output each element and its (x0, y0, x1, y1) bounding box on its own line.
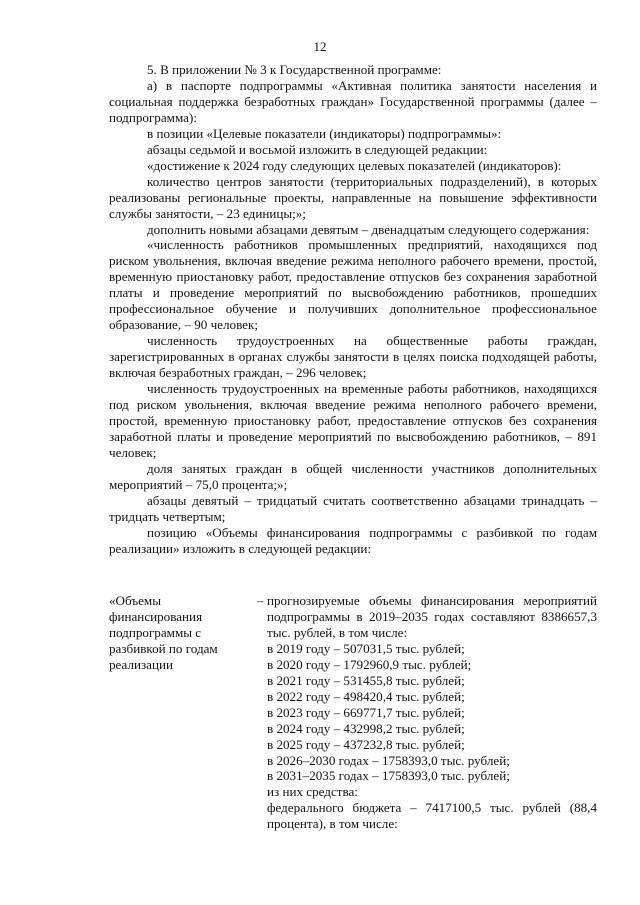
paragraph: абзацы девятый – тридцатый считать соответственно абзацами тринадцать – тридцать четвертым; (109, 492, 597, 524)
document-body (109, 62, 597, 557)
page-number: 12 (313, 39, 327, 54)
paragraph: а) в паспорте подпрограммы «Активная политика занятости населения и социальная поддержка безработных граждан» Государственной программы (далее – подпрограмма): (109, 77, 597, 125)
paragraph: абзацы седьмой и восьмой изложить в следующей редакции: (147, 141, 488, 157)
paragraph: доля занятых граждан в общей численности участников дополнительных мероприятий – 75,0 процента;»; (109, 460, 597, 492)
year-line: в 2019 году – 507031,5 тыс. рублей; (267, 640, 465, 656)
table-right-cell (267, 593, 597, 832)
year-line: в 2021 году – 531455,8 тыс. рублей; (267, 672, 465, 688)
year-line: в 2031–2035 годах – 1758393,0 тыс. рублей; (267, 768, 510, 784)
year-line: в 2025 году – 437232,8 тыс. рублей; (267, 736, 465, 752)
year-line: в 2024 году – 432998,2 тыс. рублей; (267, 720, 465, 736)
paragraph: численность трудоустроенных на общественные работы граждан, зарегистрированных в органах службы занятости в целях поиска подходящей работы, включая безработных граждан, – 296 человек; (109, 333, 597, 381)
paragraph: численность трудоустроенных на временные работы работников, находящихся под риском увольнения, включая введение режима неполного рабочего времени, простой, временную приостановку работ, предоставление отпусков без сохранения заработной платы и проведение мероприятий по высвобождению работников, – 891 человек; (109, 381, 597, 460)
paragraph: «достижение к 2024 году следующих целевых показателей (индикаторов): (147, 157, 562, 173)
financing-intro: прогнозируемые объемы финансирования мероприятий подпрограммы в 2019–2035 годах составляют 8386657,3 тыс. рублей, в том числе: (267, 593, 597, 640)
table-left-label: «Объемы финансирования подпрограммы с разбивкой по годам реализации (109, 593, 218, 672)
paragraph: позицию «Объемы финансирования подпрограммы с разбивкой по годам реализации» изложить в следующей редакции: (109, 524, 597, 556)
year-line: в 2022 году – 498420,4 тыс. рублей; (267, 688, 465, 704)
year-line: в 2026–2030 годах – 1758393,0 тыс. рублей; (267, 752, 510, 768)
table-dash: – (257, 593, 264, 608)
paragraph: количество центров занятости (территориальных подразделений), в которых реализованы региональные проекты, направленные на повышение эффективности службы занятости, – 23 единицы;»; (109, 173, 597, 221)
paragraph: 5. В приложении № 3 к Государственной программе: (147, 62, 442, 77)
federal-budget-line: федерального бюджета – 7417100,5 тыс. рублей (88,4 процента), в том числе: (267, 800, 597, 832)
sources-heading: из них средства: (267, 784, 358, 800)
year-line: в 2020 году – 1792960,9 тыс. рублей; (267, 656, 472, 672)
paragraph: «численность работников промышленных предприятий, находящихся под риском увольнения, включая введение режима неполного рабочего времени, простой, временную приостановку работ, предоставление отпусков без сохранения заработной платы и проведение мероприятий по высвобождению работников, прошедших профессиональное обучение и получивших дополнительное профессиональное образование, – 90 человек; (109, 237, 597, 333)
year-line: в 2023 году – 669771,7 тыс. рублей; (267, 704, 465, 720)
paragraph: в позиции «Целевые показатели (индикаторы) подпрограммы»: (147, 125, 502, 141)
paragraph: дополнить новыми абзацами девятым – двенадцатым следующего содержания: (147, 221, 590, 237)
